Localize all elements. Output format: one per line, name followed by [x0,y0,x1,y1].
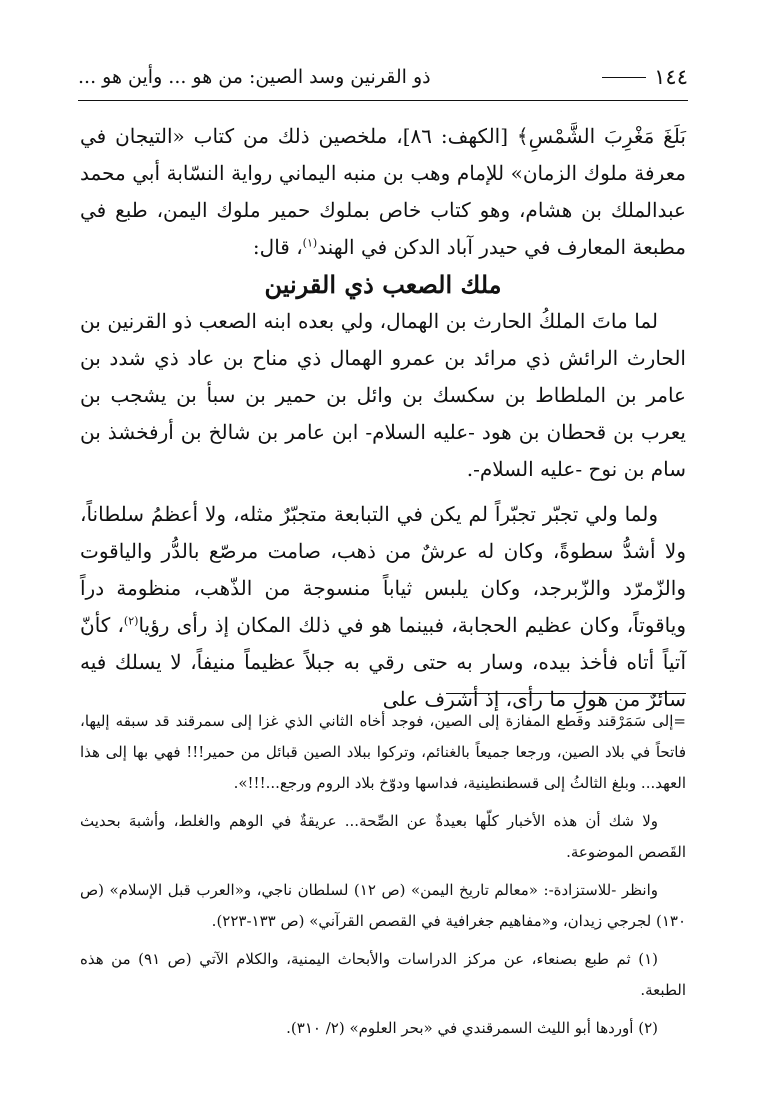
footnote-1: (١) ثم طبع بصنعاء، عن مركز الدراسات والأبحاث اليمنية، والكلام الآتي (ص ٩١) من هذه الطبعة. [80,950,686,999]
page-number-dash [602,77,646,78]
running-title: ذو القرنين وسد الصين: من هو ... وأين هو ... [78,66,431,88]
footnote-continuation: =إلى سَمَرْقند وقطع المفازة إلى الصين، فوجد أخاه الثاني الذي غزا إلى سمرقند قد سبقه إليها، فاتحاً في بلاد الصين، ورجعا جميعاً بالغنائم، وتركوا ببلاد الصين قبائل من حمير!!! فهي بها إلى هذا العهد... وبلغ الثالثُ إلى قسطنطينية، فداسها ودوّخ بلاد الروم ورجع...!!!». [80,712,686,792]
footnote-ref-1: (١) [302,236,318,250]
footnote-comment: ولا شك أن هذه الأخبار كلّها بعيدةٌ عن الصِّحة... عريقةٌ في الوهم والغلط، وأشبهَ بحديث القَصص الموضوعة. [80,812,686,861]
footnote-ref-2: (٢) [123,614,139,628]
paragraph-reign: ولما ولي تجبّر تجبّراً لم يكن في التبابعة متجبّرٌ مثله، ولا أعظمُ سلطاناً، ولا أشدُّ سطوةً، وكان له عرشٌ من ذهب، صامت مرصّع بالدُّر والياقوت والزّمرّد والزّبرجد، وكان يلبس ثياباً منسوجة من الذّهب، منظومة دراً وياقوتاً، وكان عظيم الحجابة، فبينما هو في ذلك المكان إذ رأى رؤيا$^{(٢)}$، كأنّ آتياً أتاه فأخذ بيده، وسار به حتى رقي به جبلاً عظيماً منيفاً، لا يسلك فيه سائرٌ من هولِ ما رأى، إذ أشرف على [80,502,686,711]
section-heading: ملك الصعب ذي القرنين [264,270,502,299]
footnote-2: (٢) أوردها أبو الليث السمرقندي في «بحر العلوم» (٢/ ٣١٠). [286,1019,658,1037]
header-rule [78,100,688,101]
footnote-further-reading: وانظر -للاستزادة-: «معالم تاريخ اليمن» (ص ١٢) لسلطان ناجي، و«العرب قبل الإسلام» (ص ١٣٠) لجرجي زيدان، و«مفاهيم جغرافية في القصص القرآني» (ص ١٣٣-٢٢٣). [80,881,686,930]
footnote-rule [446,693,686,694]
footnotes [80,706,686,1051]
paragraph-quran-source: بَلَغَ مَغْرِبَ الشَّمْسِ﴾ [الكهف: ٨٦]، ملخصين ذلك من كتاب «التيجان في معرفة ملوك الزمان» للإمام وهب بن منبه اليماني رواية النسّابة أبي محمد عبدالملك بن هشام، وهو كتاب خاص بملوك حمير ملوك اليمن، طبع في مطبعة المعارف في حيدر آباد الدكن في الهند$^{(١)}$، قال: [80,124,686,259]
page-number-block [602,65,688,89]
page-number: ١٤٤ [654,65,688,89]
main-text [80,118,686,718]
page-header [78,62,688,92]
paragraph-lineage: لما ماتَ الملكُ الحارث بن الهمال، ولي بعده ابنه الصعب ذو القرنين بن الحارث الرائش ذي مرائد بن عمرو الهمال ذي مناح بن عاد ذي شدد بن عامر بن الملطاط بن سكسك بن وائل بن حمير بن سبأ بن يشجب بن يعرب بن قحطان بن هود -عليه السلام- ابن عامر بن شالخ بن أرفخشذ بن سام بن نوح -عليه السلام-. [80,309,686,481]
